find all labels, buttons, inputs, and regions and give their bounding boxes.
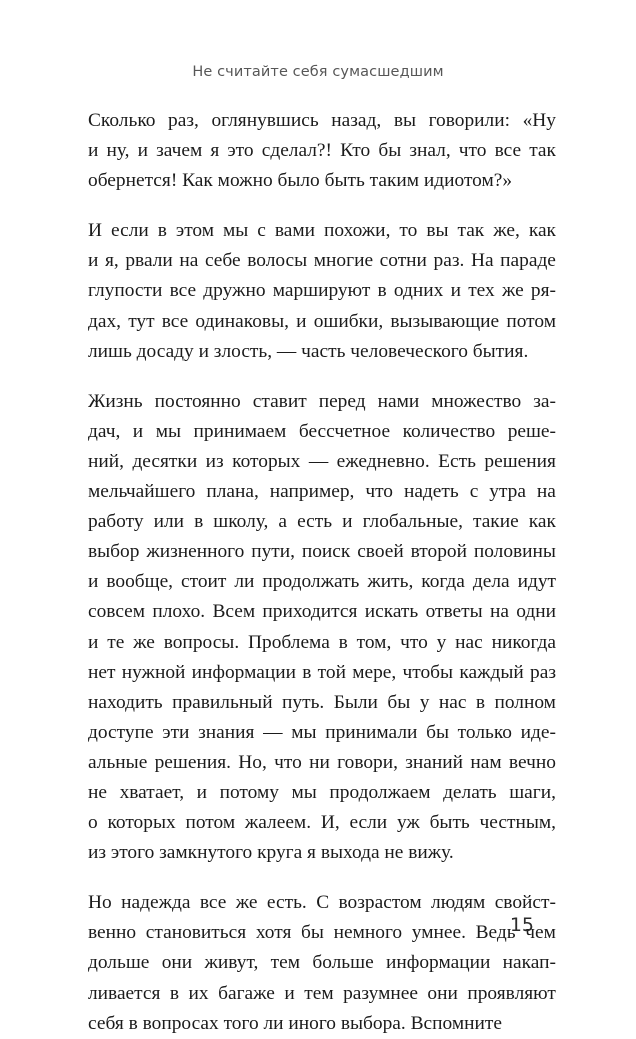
text-line: альные решения. Но, что ни говори, знаний нам вечно: [88, 751, 556, 773]
text-line: Но надежда все же есть. С возрастом людям свойст-: [88, 892, 556, 914]
paragraph: [88, 387, 556, 869]
text-line: ливается в их багаже и тем разумнее они проявляют: [88, 982, 556, 1004]
text-line: работу или в школу, а есть и глобальные, такие как: [88, 511, 556, 533]
running-head: Не считайте себя сумасшедшим: [192, 64, 444, 80]
paragraph: [88, 106, 556, 196]
text-line: доступе эти знания — мы принимали бы только иде-: [88, 721, 556, 743]
text-line: нет нужной информации в той мере, чтобы каждый раз: [88, 661, 556, 683]
text-line: Жизнь постоянно ставит перед нами множество за-: [88, 390, 556, 412]
text-line: не хватает, и потому мы продолжаем делать шаги,: [88, 781, 556, 803]
text-line: и вообще, стоит ли продолжать жить, когда дела идут: [88, 571, 556, 593]
text-line: ний, десятки из которых — ежедневно. Есть решения: [88, 450, 556, 472]
text-line: и ну, и зачем я это сделал?! Кто бы знал, что все так: [88, 140, 556, 162]
text-line: И если в этом мы с вами похожи, то вы так же, как: [88, 220, 556, 242]
page-number: 15: [509, 914, 534, 936]
text-line: о которых потом жалеем. И, если уж быть честным,: [88, 812, 556, 834]
text-line: мельчайшего плана, например, что надеть с утра на: [88, 481, 556, 503]
text-line: находить правильный путь. Были бы у нас в полном: [88, 691, 556, 713]
text-line: и я, рвали на себе волосы многие сотни раз. На параде: [88, 250, 556, 272]
text-line: дах, тут все одинаковы, и ошибки, вызывающие потом: [88, 310, 556, 332]
text-line: дольше они живут, тем больше информации накап-: [88, 952, 556, 974]
text-line: совсем плохо. Всем приходится искать ответы на одни: [88, 601, 556, 623]
paragraph: [88, 888, 556, 1038]
text-line: обернется! Как можно было быть таким идиотом?»: [88, 170, 513, 192]
text-line: венно становиться хотя бы немного умнее. Ведь чем: [88, 922, 556, 944]
text-line: глупости все дружно маршируют в одних и тех же ря-: [88, 280, 556, 302]
text-line: Сколько раз, оглянувшись назад, вы говорили: «Ну: [88, 110, 556, 131]
text-line: дач, и мы принимаем бессчетное количество реше-: [88, 420, 556, 442]
text-line: выбор жизненного пути, поиск своей второй половины: [88, 541, 556, 563]
text-line: и те же вопросы. Проблема в том, что у нас никогда: [88, 631, 556, 653]
text-line: из этого замкнутого круга я выхода не вижу.: [88, 842, 454, 864]
paragraph: [88, 216, 556, 366]
text-line: себя в вопросах того ли иного выбора. Вспомните: [88, 1012, 502, 1034]
body-text-block: [88, 106, 556, 1039]
text-line: лишь досаду и злость, — часть человеческого бытия.: [88, 340, 529, 362]
